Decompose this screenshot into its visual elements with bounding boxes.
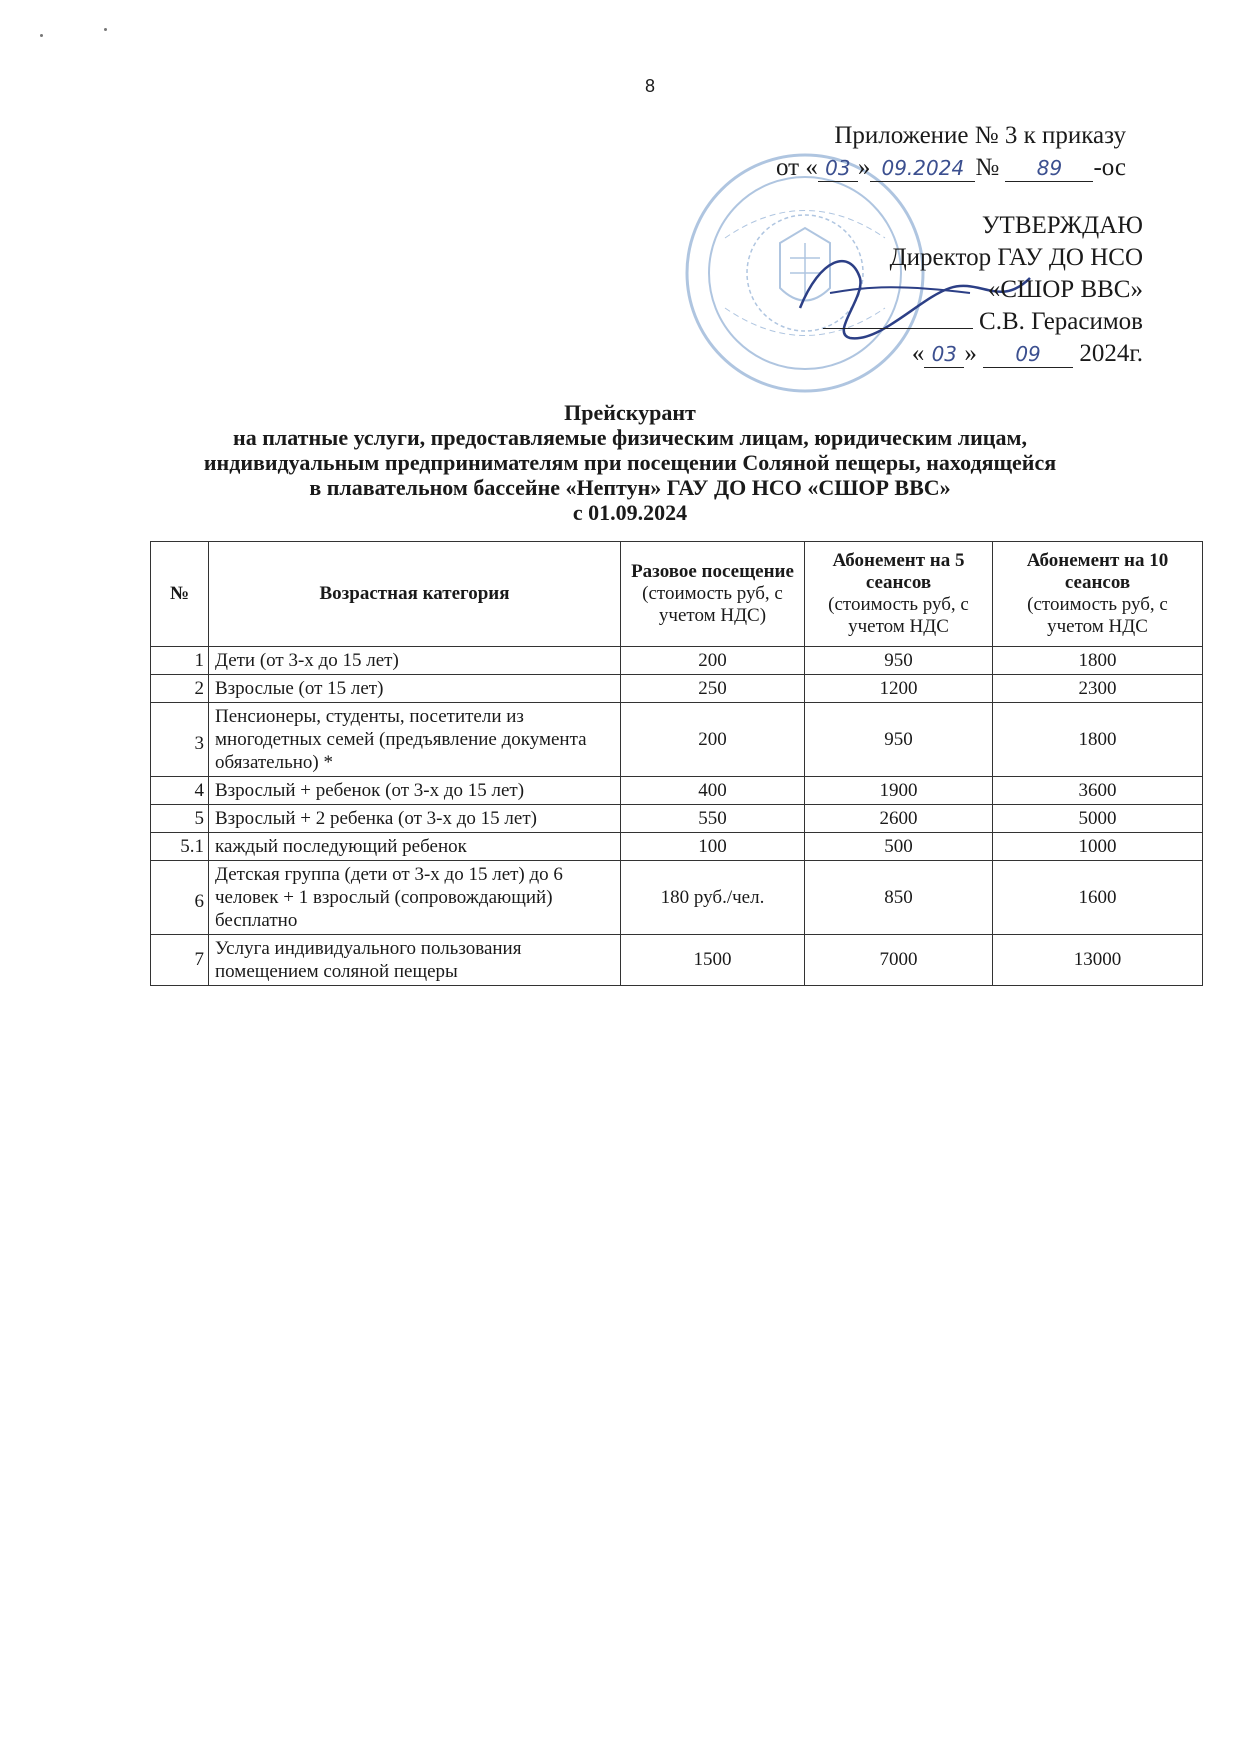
row-single: 200 [621, 647, 805, 675]
row-num: 3 [151, 703, 209, 777]
order-prefix: от « [775, 154, 818, 181]
approval-position-2: «СШОР ВВС» [987, 276, 1143, 303]
row-category: Услуга индивидуального пользования помещением соляной пещеры [209, 935, 621, 986]
scan-speck [40, 34, 43, 37]
approval-date-year: 2024г. [1079, 340, 1143, 367]
approval-heading: УТВЕРЖДАЮ [981, 212, 1143, 239]
row-ten: 3600 [993, 777, 1203, 805]
row-five: 1200 [805, 675, 993, 703]
header-ten-title: Абонемент на 10 сеансов [1026, 550, 1169, 593]
row-ten: 5000 [993, 805, 1203, 833]
order-line [776, 152, 1126, 184]
row-num: 6 [151, 861, 209, 935]
row-category: Взрослые (от 15 лет) [209, 675, 621, 703]
row-ten: 1800 [993, 647, 1203, 675]
row-category: Пенсионеры, студенты, посетители из многодетных семей (предъявление документа обязательно) * [209, 703, 621, 777]
table-header-row [151, 542, 1203, 647]
row-num: 1 [151, 647, 209, 675]
header-five-title: Абонемент на 5 сеансов [832, 550, 965, 593]
approval-date-month: 09 [983, 341, 1073, 368]
price-table [150, 541, 1203, 986]
row-five: 2600 [805, 805, 993, 833]
row-ten: 2300 [993, 675, 1203, 703]
page-number: 8 [644, 76, 655, 96]
approval-date-prefix: « [911, 340, 925, 367]
row-single: 200 [621, 703, 805, 777]
row-category: Дети (от 3-х до 15 лет) [209, 647, 621, 675]
order-suffix: -ос [1093, 154, 1126, 181]
row-ten: 13000 [993, 935, 1203, 986]
row-category: Взрослый + ребенок (от 3-х до 15 лет) [209, 777, 621, 805]
approval-signer: С.В. Герасимов [979, 308, 1143, 335]
title-line-5: с 01.09.2024 [572, 500, 688, 525]
row-single: 400 [621, 777, 805, 805]
header-ten-note: (стоимость руб, с учетом НДС [1027, 594, 1168, 637]
table-row [151, 703, 1203, 777]
table-row [151, 675, 1203, 703]
row-five: 7000 [805, 935, 993, 986]
title-line-1: Прейскурант [564, 400, 696, 425]
row-ten: 1000 [993, 833, 1203, 861]
approval-date-line [823, 338, 1143, 370]
row-category: Взрослый + 2 ребенка (от 3-х до 15 лет) [209, 805, 621, 833]
title-line-4: в плавательном бассейне «Нептун» ГАУ ДО НСО «СШОР ВВС» [309, 475, 951, 500]
approval-position-1: Директор ГАУ ДО НСО [889, 244, 1143, 271]
row-single: 1500 [621, 935, 805, 986]
header-category: Возрастная категория [209, 542, 621, 647]
order-no-label: № [975, 154, 1000, 181]
row-num: 5.1 [151, 833, 209, 861]
row-single: 100 [621, 833, 805, 861]
row-single: 250 [621, 675, 805, 703]
order-number: 89 [1005, 155, 1093, 182]
row-five: 950 [805, 647, 993, 675]
appendix-title: Приложение № 3 к приказу [834, 122, 1126, 149]
table-row [151, 647, 1203, 675]
header-five-note: (стоимость руб, с учетом НДС [828, 594, 969, 637]
title-line-2: на платные услуги, предоставляемые физическим лицам, юридическим лицам, [233, 425, 1027, 450]
row-ten: 1600 [993, 861, 1203, 935]
appendix-header [776, 120, 1126, 184]
document-title [150, 400, 1110, 525]
header-num: № [151, 542, 209, 647]
approval-block [823, 210, 1143, 370]
row-num: 5 [151, 805, 209, 833]
header-ten [993, 542, 1203, 647]
table-row [151, 935, 1203, 986]
row-ten: 1800 [993, 703, 1203, 777]
header-single-note: (стоимость руб, с учетом НДС) [642, 583, 783, 626]
title-line-3: индивидуальным предпринимателям при посещении Соляной пещеры, находящейся [203, 450, 1057, 475]
table-row [151, 777, 1203, 805]
row-num: 2 [151, 675, 209, 703]
approval-date-day: 03 [924, 341, 964, 368]
table-row [151, 805, 1203, 833]
scan-speck [104, 28, 107, 31]
order-day: 03 [818, 155, 858, 182]
header-five [805, 542, 993, 647]
row-five: 950 [805, 703, 993, 777]
row-category: Детская группа (дети от 3-х до 15 лет) до 6 человек + 1 взрослый (сопровождающий) бесплатно [209, 861, 621, 935]
row-single: 550 [621, 805, 805, 833]
row-five: 850 [805, 861, 993, 935]
header-single [621, 542, 805, 647]
table-row [151, 833, 1203, 861]
row-single: 180 руб./чел. [621, 861, 805, 935]
approval-date-mid: » [964, 340, 977, 367]
order-month-year: 09.2024 [870, 155, 975, 182]
row-five: 500 [805, 833, 993, 861]
row-num: 7 [151, 935, 209, 986]
order-mid: » [857, 154, 871, 181]
signature-line [823, 306, 973, 329]
row-num: 4 [151, 777, 209, 805]
header-single-title: Разовое посещение [631, 561, 794, 582]
approval-signer-line [823, 306, 1143, 338]
row-category: каждый последующий ребенок [209, 833, 621, 861]
row-five: 1900 [805, 777, 993, 805]
table-row [151, 861, 1203, 935]
